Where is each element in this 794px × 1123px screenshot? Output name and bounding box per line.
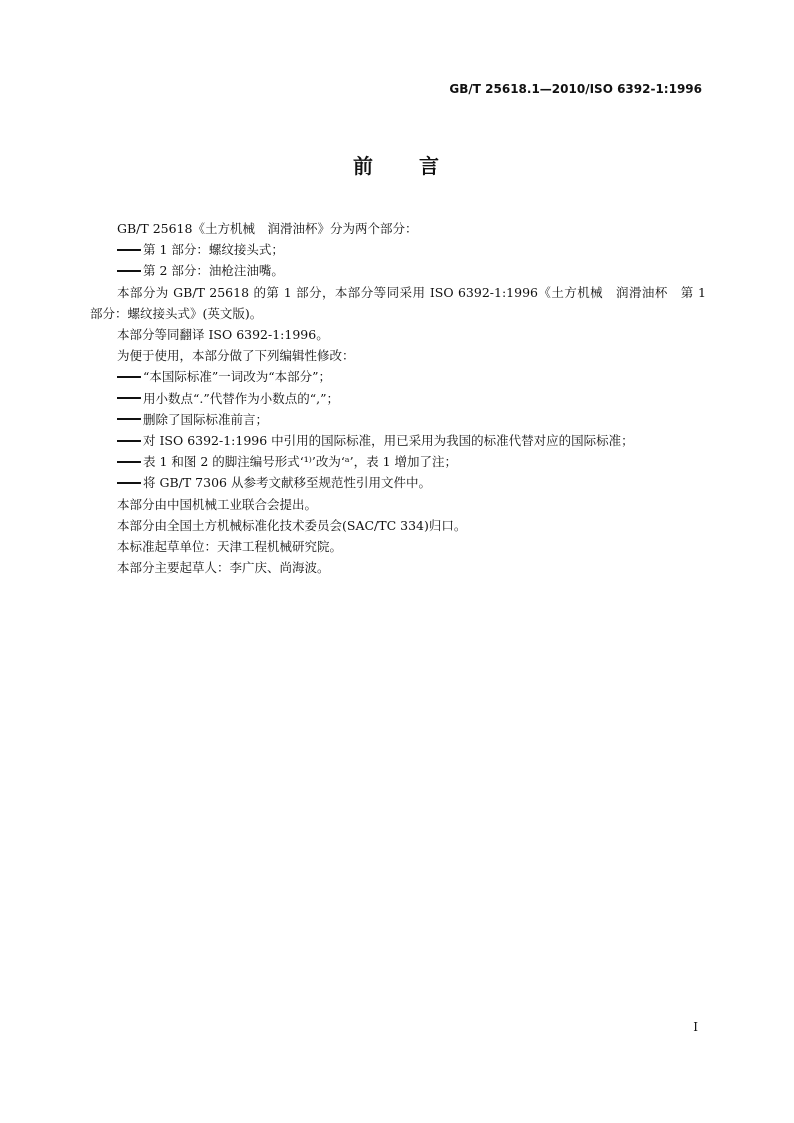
paragraph — [90, 218, 706, 239]
list-item — [90, 388, 706, 409]
em-dash-marker — [117, 482, 141, 484]
em-dash-marker — [117, 418, 141, 420]
paragraph — [90, 494, 706, 515]
paragraph — [90, 515, 706, 536]
em-dash-marker — [117, 270, 141, 272]
em-dash-marker — [117, 249, 141, 251]
em-dash-marker — [117, 397, 141, 399]
paragraph — [90, 557, 706, 578]
paragraph-text: 将 GB/T 7306 从参考文献移至规范性引用文件中。 — [143, 475, 431, 491]
paragraph-text: GB/T 25618《土方机械 润滑油杯》分为两个部分： — [117, 221, 418, 236]
paragraph-text: 表 1 和图 2 的脚注编号形式‘¹⁾’改为‘ᵃ’，表 1 增加了注； — [143, 454, 457, 470]
foreword-body — [90, 218, 706, 578]
paragraph — [90, 536, 706, 557]
title-char-2: 言 — [419, 154, 441, 178]
paragraph-text: 本部分主要起草人：李广庆、尚海波。 — [117, 560, 330, 576]
page-title — [0, 150, 794, 179]
paragraph — [90, 282, 706, 324]
title-char-1: 前 — [353, 154, 375, 178]
paragraph-text: 删除了国际标准前言； — [143, 411, 269, 427]
list-item — [90, 260, 706, 281]
paragraph-text: 本部分由中国机械工业联合会提出。 — [117, 496, 318, 512]
paragraph-text: 本部分由全国土方机械标准化技术委员会(SAC/TC 334)归口。 — [117, 517, 467, 533]
paragraph-text: 第 1 部分：螺纹接头式； — [143, 242, 284, 258]
list-item — [90, 451, 706, 472]
list-item — [90, 239, 706, 260]
paragraph-text: 为便于使用，本部分做了下列编辑性修改： — [117, 348, 355, 364]
paragraph-text: “本国际标准”一词改为“本部分”； — [143, 369, 332, 385]
paragraph — [90, 324, 706, 345]
page-number: I — [693, 1020, 698, 1034]
em-dash-marker — [117, 376, 141, 378]
em-dash-marker — [117, 461, 141, 463]
paragraph-text: 用小数点“.”代替作为小数点的“,”； — [143, 390, 340, 406]
list-item — [90, 430, 706, 451]
em-dash-marker — [117, 440, 141, 442]
list-item — [90, 409, 706, 430]
paragraph — [90, 345, 706, 366]
standard-code: GB/T 25618.1—2010/ISO 6392-1:1996 — [449, 82, 702, 96]
paragraph-text: 本部分等同翻译 ISO 6392-1:1996。 — [117, 327, 329, 343]
paragraph-text: 本部分为 GB/T 25618 的第 1 部分，本部分等同采用 ISO 6392-1:1996《土方机械 润滑油杯 第 1 部分：螺纹接头式》(英文版)。 — [90, 284, 706, 321]
paragraph-text: 本标准起草单位：天津工程机械研究院。 — [117, 539, 343, 555]
list-item — [90, 366, 706, 387]
list-item — [90, 472, 706, 493]
paragraph-text: 第 2 部分：油枪注油嘴。 — [143, 263, 284, 279]
paragraph-text: 对 ISO 6392-1:1996 中引用的国际标准，用已采用为我国的标准代替对应的国际标准； — [143, 433, 634, 449]
